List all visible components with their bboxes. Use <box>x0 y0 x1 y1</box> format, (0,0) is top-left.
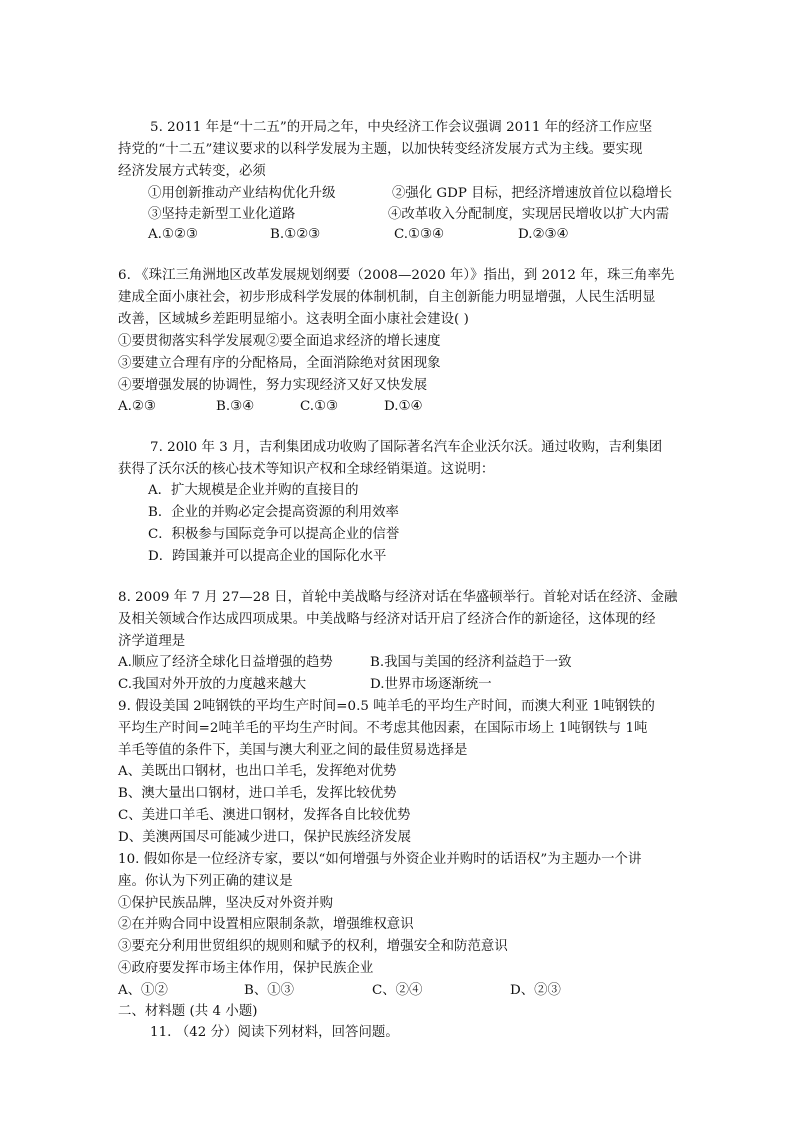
q8-option-a: A.顺应了经济全球化日益增强的趋势 <box>118 655 333 670</box>
q10-option-a: A、①② <box>118 983 168 998</box>
q7-option-c: C．积极参与国际竞争可以提高企业的信誉 <box>148 527 400 542</box>
q5-item-2: ②强化 GDP 目标，把经济增速放首位以稳增长 <box>392 186 672 201</box>
q7-option-b: B．企业的并购必定会提高资源的利用效率 <box>148 505 399 520</box>
q8-option-d: D.世界市场逐渐统一 <box>370 677 492 692</box>
q10-stem-line-2: 座。你认为下列正确的建议是 <box>118 874 293 889</box>
q7-option-d: D．跨国兼并可以提高企业的国际化水平 <box>148 549 387 564</box>
q9-option-d: D、美澳两国尽可能减少进口，保护民族经济发展 <box>118 830 412 845</box>
q11-stem: 11. （42 分）阅读下列材料，回答问题。 <box>150 1025 399 1040</box>
q8-stem-line-1: 8. 2009 年 7 月 27—28 日，首轮中美战略与经济对话在华盛顿举行。首轮对话在经济、金融 <box>118 590 678 605</box>
q8-stem-line-2: 及相关领域合作达成四项成果。中美战略与经济对话开启了经济合作的新途径，这体现的经 <box>118 612 656 627</box>
q7-stem-line-1: 7. 20l0 年 3 月，吉利集团成功收购了国际著名汽车企业沃尔沃。通过收购，吉利集团 <box>150 440 663 455</box>
q10-stem-line-1: 10. 假如你是一位经济专家，要以“如何增强与外资企业并购时的话语权”为主题办一个讲 <box>118 852 642 867</box>
q5-item-1: ①用创新推动产业结构优化升级 <box>148 186 336 201</box>
q6-stem-line-2: 建成全面小康社会，初步形成科学发展的体制机制，自主创新能力明显增强，人民生活明显 <box>118 290 656 305</box>
q5-stem-line-1: 5. 2011 年是“十二五”的开局之年，中央经济工作会议强调 2011 年的经济工作应坚 <box>150 120 653 135</box>
q7-stem-line-2: 获得了沃尔沃的核心技术等知识产权和全球经销渠道。这说明： <box>118 462 495 477</box>
q8-option-c: C.我国对外开放的力度越来越大 <box>118 677 307 692</box>
q9-option-a: A、美既出口钢材，也出口羊毛，发挥绝对优势 <box>118 764 397 779</box>
q8-option-b: B.我国与美国的经济利益趋于一致 <box>370 655 572 670</box>
q6-option-b: B.③④ <box>216 399 255 414</box>
q6-option-a: A.②③ <box>118 399 156 414</box>
q5-stem-line-3: 经济发展方式转变，必须 <box>118 164 266 179</box>
q5-option-c: C.①③④ <box>394 227 445 242</box>
q5-item-3: ③坚持走新型工业化道路 <box>148 207 296 222</box>
q8-stem-line-3: 济学道理是 <box>118 634 186 649</box>
q6-stem-line-1: 6. 《珠江三角洲地区改革发展规划纲要（2008—2020 年）》指出，到 2012 年，珠三角率先 <box>118 268 675 283</box>
q6-option-c: C.①③ <box>300 399 339 414</box>
q6-stem-line-3: 改善，区域城乡差距明显缩小。这表明全面小康社会建设( ) <box>118 312 469 327</box>
q9-stem-line-1: 9. 假设美国 2吨钢铁的平均生产时间=0.5 吨羊毛的平均生产时间，而澳大利亚 1吨钢铁的 <box>118 699 655 714</box>
section-heading: 二、材料题 (共 4 小题) <box>118 1004 258 1019</box>
q5-stem-line-2: 持党的“十二五”建议要求的以科学发展为主题，以加快转变经济发展方式为主线。要实现 <box>118 142 643 157</box>
q6-item-2: ③要建立合理有序的分配格局，全面消除绝对贫困现象 <box>118 356 441 371</box>
q10-option-c: C、②④ <box>372 983 423 998</box>
q10-option-b: B、①③ <box>244 983 295 998</box>
q10-option-d: D、②③ <box>510 983 561 998</box>
q5-item-4: ④改革收入分配制度，实现居民增收以扩大内需 <box>388 207 670 222</box>
q5-option-b: B.①②③ <box>270 227 321 242</box>
q10-item-1: ①保护民族品牌，坚决反对外资并购 <box>118 896 334 911</box>
q10-item-3: ③要充分利用世贸组织的规则和赋予的权利，增强安全和防范意识 <box>118 939 508 954</box>
q6-item-3: ④要增强发展的协调性，努力实现经济又好又快发展 <box>118 378 428 393</box>
q10-item-2: ②在并购合同中设置相应限制条款，增强维权意识 <box>118 917 414 932</box>
q9-stem-line-2: 平均生产时间=2吨羊毛的平均生产时间。不考虑其他因素，在国际市场上 1吨钢铁与 1吨 <box>118 721 648 736</box>
q9-option-b: B、澳大量出口钢材，进口羊毛，发挥比较优势 <box>118 786 397 801</box>
q7-option-a: A．扩大规模是企业并购的直接目的 <box>148 483 359 498</box>
q5-option-d: D.②③④ <box>518 227 569 242</box>
q6-option-d: D.①④ <box>384 399 423 414</box>
q10-item-4: ④政府要发挥市场主体作用，保护民族企业 <box>118 961 374 976</box>
q9-stem-line-3: 羊毛等值的条件下，美国与澳大利亚之间的最佳贸易选择是 <box>118 743 468 758</box>
q6-item-1: ①要贯彻落实科学发展观②要全面追求经济的增长速度 <box>118 334 441 349</box>
q9-option-c: C、美进口羊毛、澳进口钢材，发挥各自比较优势 <box>118 808 411 823</box>
q5-option-a: A.①②③ <box>148 227 198 242</box>
